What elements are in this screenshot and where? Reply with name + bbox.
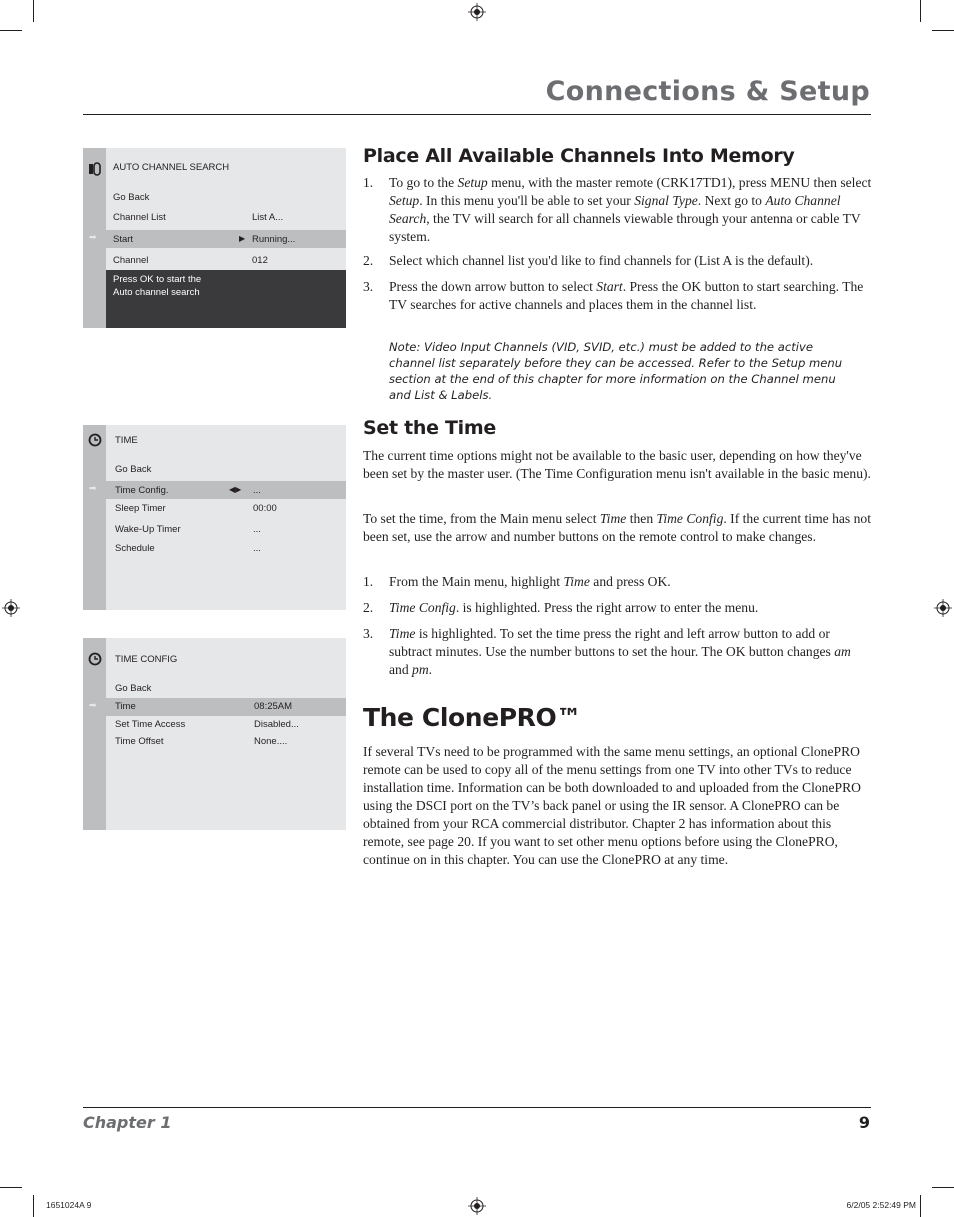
auto-channel-search-screen <box>83 148 346 328</box>
menu-item-value: ... <box>253 543 261 554</box>
list-number: 3. <box>363 626 374 641</box>
menu-item-go-back: Go Back <box>115 683 152 694</box>
list-text: Select which channel list you'd like to find channels for (List A is the default). <box>389 253 814 268</box>
section-heading-time: Set the Time <box>363 417 496 439</box>
menu-item-value: 00:00 <box>253 503 277 514</box>
list-number: 2. <box>363 253 374 268</box>
crop-mark <box>0 1187 22 1188</box>
note-text: Note: Video Input Channels (VID, SVID, etc.) must be added to the active channel list separately before they can be accessed. Refer to the Setup menu section at the end of this chapter for more information on the Channel menu and List & Labels. <box>389 340 843 402</box>
time-screen <box>83 425 346 610</box>
italic-term: Time Config <box>389 600 456 615</box>
section-heading-channels: Place All Available Channels Into Memory <box>363 145 795 167</box>
menu-item-schedule: Schedule <box>115 543 155 554</box>
list-text: Time is highlighted. To set the time press the right and left arrow button to add or subtract minutes. Use the number buttons to set the hour. The OK button changes am and pm. <box>389 626 851 677</box>
help-text-box <box>106 270 346 328</box>
menu-item-channel: Channel <box>113 255 149 266</box>
italic-term: am <box>834 644 851 659</box>
list-text: From the Main menu, highlight Time and press OK. <box>389 574 671 589</box>
crop-mark <box>932 1187 954 1188</box>
italic-term: Signal Type <box>634 193 698 208</box>
page-number: 9 <box>858 1113 870 1132</box>
italic-term: pm <box>412 662 429 677</box>
menu-item-channel-list: Channel List <box>113 212 166 223</box>
list-number: 3. <box>363 279 374 294</box>
italic-term: Time <box>563 574 590 589</box>
screen-title: AUTO CHANNEL SEARCH <box>113 162 230 173</box>
italic-term: Start <box>596 279 623 294</box>
menu-item-time-config: Time Config. <box>115 485 169 496</box>
list-number: 1. <box>363 175 374 190</box>
registration-mark-icon <box>468 3 486 21</box>
crop-mark <box>33 1195 34 1217</box>
menu-item-value: ... <box>253 524 261 535</box>
antenna-input-icon <box>88 162 102 176</box>
footer-rule <box>83 1107 871 1108</box>
crop-mark <box>920 0 921 22</box>
print-slug-right: 6/2/05 2:52:49 PM <box>846 1200 916 1210</box>
right-triangle-icon: ▶ <box>239 234 246 243</box>
menu-item-go-back: Go Back <box>115 464 152 475</box>
help-text-line: Auto channel search <box>113 287 200 298</box>
paragraph: If several TVs need to be programmed with the same menu settings, an optional ClonePRO remote can be used to copy all of the menu settings from one TV into other TVs to reduce installation time. Information can be both downloaded to and uploaded from the ClonePRO using the DSCI port on the TV’s back panel or using the IR sensor. A ClonePRO can be obtained from your RCA commercial distributor. Chapter 2 has information about this remote, see page 20. If you want to set other menu options before using the ClonePRO, continue on in this chapter. You can use the ClonePRO at any time. <box>363 744 861 867</box>
list-number: 2. <box>363 600 374 615</box>
registration-mark-icon <box>934 599 952 617</box>
list-text: To go to the Setup menu, with the master remote (CRK17TD1), press MENU then select Setup. In this menu you'll be able to set your Signal Type. Next go to Auto Channel Search, the TV will search for all channels viewable through your antenna or cable TV system. <box>389 175 872 244</box>
menu-item-wake-up-timer: Wake-Up Timer <box>115 524 181 535</box>
screen-sidebar <box>83 425 106 610</box>
time-config-screen <box>83 638 346 830</box>
left-right-arrows-icon: ◀▶ <box>229 485 242 494</box>
crop-mark <box>920 1195 921 1217</box>
menu-item-time: Time <box>115 701 136 712</box>
menu-item-value: List A... <box>252 212 284 223</box>
italic-term: Time <box>599 511 627 526</box>
header-rule <box>83 114 871 115</box>
list-text: Press the down arrow button to select Start. Press the OK button to start searching. The TV searches for active channels and places them in the channel list. <box>389 279 864 312</box>
menu-item-go-back: Go Back <box>113 192 150 203</box>
screen-title: TIME CONFIG <box>115 654 178 665</box>
menu-item-value: ... <box>253 485 261 496</box>
menu-item-set-time-access: Set Time Access <box>115 719 186 730</box>
paragraph: The current time options might not be available to the basic user, depending on how they've been set by the master user. (The Time Configuration menu isn't available in the basic menu). <box>363 448 871 481</box>
menu-item-value: 08:25AM <box>254 701 293 712</box>
selector-arrow-icon: ➡ <box>89 484 97 494</box>
list-text: Time Config. is highlighted. Press the right arrow to enter the menu. <box>389 600 759 615</box>
crop-mark <box>932 30 954 31</box>
clock-icon <box>88 433 102 447</box>
clock-icon <box>88 652 102 666</box>
registration-mark-icon <box>468 1197 486 1215</box>
print-slug-left: 1651024A 9 <box>46 1200 92 1210</box>
screen-sidebar <box>83 638 106 830</box>
italic-term: Auto Channel Search <box>389 193 841 226</box>
registration-mark-icon <box>2 599 20 617</box>
menu-item-start: Start <box>113 234 134 245</box>
help-text-line: Press OK to start the <box>113 274 202 285</box>
list-number: 1. <box>363 574 374 589</box>
italic-term: Setup <box>457 175 488 190</box>
italic-term: Setup <box>389 193 420 208</box>
italic-term: Time <box>389 626 416 641</box>
paragraph: To set the time, from the Main menu select Time then Time Config. If the current time has not been set, use the arrow and number buttons on the remote control to make changes. <box>363 511 871 544</box>
menu-item-value: 012 <box>252 255 268 266</box>
selector-arrow-icon: ➡ <box>89 233 97 243</box>
chapter-label: Chapter 1 <box>83 1113 172 1132</box>
menu-item-value: None.... <box>254 736 288 747</box>
selector-arrow-icon: ➡ <box>89 701 97 711</box>
menu-item-value: Disabled... <box>254 719 299 730</box>
menu-item-value: Running... <box>252 234 296 245</box>
menu-item-time-offset: Time Offset <box>115 736 164 747</box>
crop-mark <box>33 0 34 22</box>
italic-term: Time Config <box>656 511 724 526</box>
page-title: Connections & Setup <box>545 76 870 107</box>
screen-title: TIME <box>115 435 138 446</box>
crop-mark <box>0 30 22 31</box>
menu-item-sleep-timer: Sleep Timer <box>115 503 166 514</box>
section-heading-clonepro: The ClonePRO™ <box>363 703 581 732</box>
